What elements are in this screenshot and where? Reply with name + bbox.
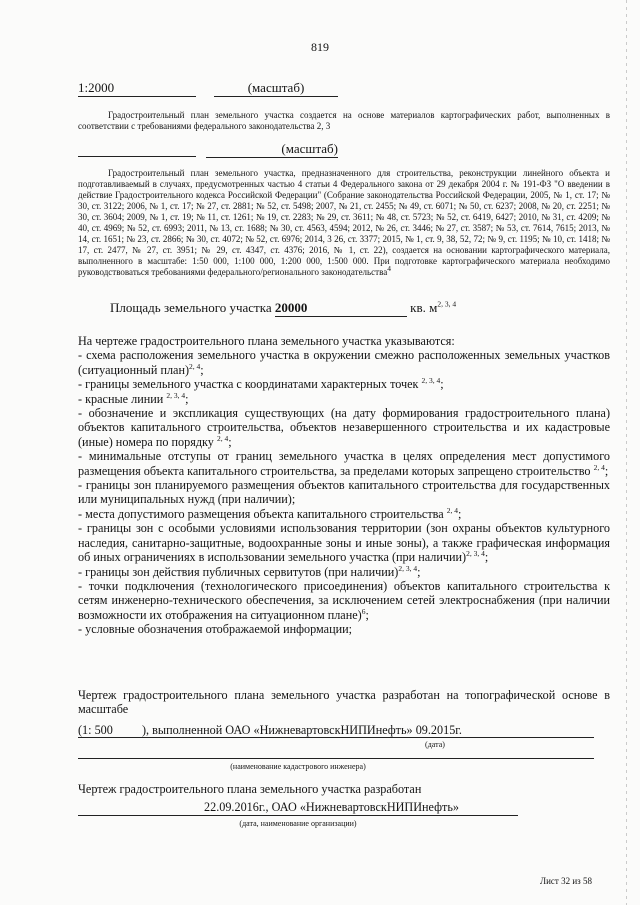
scale-label: (масштаб) (214, 80, 338, 97)
scan-edge-line (626, 0, 627, 905)
scale-note-2: Градостроительный план земельного участка, предназначенного для строительства, реконструкции линейного объекта и подготавливаемый в случаях, предусмотренных частью 4 статьи 4 Федерального закона от 29 декабря 2004 г. № 191-ФЗ "О введении в действие Градостроительного кодекса Российской Федерации" (Собрание законодательства Российской Федерации, 2005, № 1, ст. 17; № 30, ст. 3122; 2006, № 1, ст. 17; № 27, ст. 2881; № 52, ст. 5498; 2007, № 21, ст. 2455; № 49, ст. 6071; № 50, ст. 6237; 2008, № 20, ст. 2251; № 30, ст. 3604; 2009, № 1, ст. 19; № 11, ст. 1261; № 19, ст. 2283; № 29, ст. 3611; № 48, ст. 5723; № 52, ст. 6419, 6427; 2010, № 31, ст. 4209; № 40, ст. 4969; № 52, ст. 6993; 2011, № 13, ст. 1688; № 30, ст. 4563, 4594; 2012, № 26, ст. 3446; № 27, ст. 3587; № 53, ст. 7614, 7615; 2013, № 14, ст. 1651; № 23, ст. 2866; № 30, ст. 4072; № 52, ст. 6976; 2014, 3 26, ст. 3377; 2015, № 1, ст. 9, 38, 52, 72; № 9, ст. 1195; № 10, ст. 1418; № 17, ст. 2477, № 27, ст. 3951; № 29, ст. 4347, ст. 4376; 2016, № 1, ст. 22), создается на основании картографического материала, выполненного в масштабе: 1:50 000, 1:100 000, 1:200 000, 1:500 000. При подготовке картографического материала необходимо руководствоваться требованиями федерального/регионального законодательства$^4$ (78, 168, 610, 277)
drawing-developed (78, 782, 610, 815)
scale-value-blank (78, 141, 196, 157)
scale-row-1 (78, 80, 608, 98)
list-item: - места допустимого размещения объекта капитального строительства $^{2, 4}$; (78, 505, 462, 521)
scale-label: (масштаб) (206, 141, 338, 158)
list-item: - точки подключения (технологического присоединения) объектов капитального строительства к сетям инженерно-технического обеспечения, за исключением сетей электроснабжения (при наличии возможности их отображения на ситуационном плане)$^6$; (78, 578, 610, 622)
list-item: - границы земельного участка с координатами характерных точек $^{2, 3, 4}$; (78, 376, 444, 392)
list-items (78, 348, 610, 636)
list-item: - обозначение и экспликация существующих (на дату формирования градостроительного плана) объектов капитального строительства, объектов незавершенного строительства и их кадастровые (иные) номера по порядку $^{2, 4}$; (78, 406, 610, 449)
developed-value: 22.09.2016г., ОАО «НижневартовскНИПИнефть» (204, 800, 459, 815)
page-number: 819 (311, 40, 329, 54)
rule (78, 737, 594, 738)
scale-value: 1:2000 (78, 80, 196, 97)
topographic-scale-line: (1: 500 ), выполненной ОАО «НижневартовскНИПИнефть» 09.2015г. (78, 722, 462, 737)
sheet-number: Лист 32 из 58 (540, 876, 592, 886)
topographic-basis (78, 688, 610, 738)
scale-row-2 (78, 141, 608, 159)
list-item: - красные линии $^{2, 3, 4}$; (78, 390, 189, 406)
list-item: - условные обозначения отображаемой информации; (78, 622, 353, 637)
topographic-org: выполненной ОАО «НижневартовскНИПИнефть» 09.2015г. (152, 722, 462, 737)
plot-area: Площадь земельного участка 20000 кв. $м^{2, 3, 4}$ (110, 299, 457, 315)
list-item: - границы зон с особыми условиями использования территории (зон охраны объектов культурного наследия, санитарно-защитные, водоохранные зоны и иные зоны), а также графическая информация об иных ограничениях в использовании земельного участка (при наличии)$^{2, 3, 4}$; (78, 521, 610, 565)
date-caption: (дата) (425, 740, 445, 749)
drawing-content-list (78, 334, 610, 637)
area-label: Площадь земельного участка (110, 300, 272, 315)
rule (78, 758, 594, 759)
topographic-scale: (1: 500 (78, 723, 142, 738)
area-unit: кв. м (410, 300, 438, 315)
list-item: - минимальные отступы от границ земельного участка в целях определения мест допустимого размещения объекта капитального строительства, за пределами которых запрещено строительство $^{2, 4}$; (78, 449, 610, 478)
list-intro: На чертеже градостроительного плана земельного участка указываются: (78, 334, 455, 348)
list-item: - схема расположения земельного участка в окружении смежно расположенных земельных участков (ситуационный план)$^{2, 4}$; (78, 348, 610, 377)
developed-caption: (дата, наименование организации) (239, 819, 357, 828)
scale-note-1: Градостроительный план земельного участка создается на основе материалов картографических работ, выполненных в соответствии с требованиями федерального законодательства 2, 3 (78, 110, 610, 131)
topographic-text: Чертеж градостроительного плана земельного участка разработан на топографической основе в масштабе (78, 688, 610, 717)
rule (78, 815, 518, 816)
list-item: - границы зон планируемого размещения объектов капитального строительства для государственных или муниципальных нужд (при наличии); (78, 478, 610, 507)
engineer-caption: (наименование кадастрового инженера) (230, 762, 366, 771)
area-value: 20000 (275, 300, 407, 317)
list-item: - границы зон действия публичных сервитутов (при наличии)$^{2, 3, 4}$; (78, 563, 421, 579)
developed-text: Чертеж градостроительного плана земельного участка разработан (78, 782, 422, 796)
